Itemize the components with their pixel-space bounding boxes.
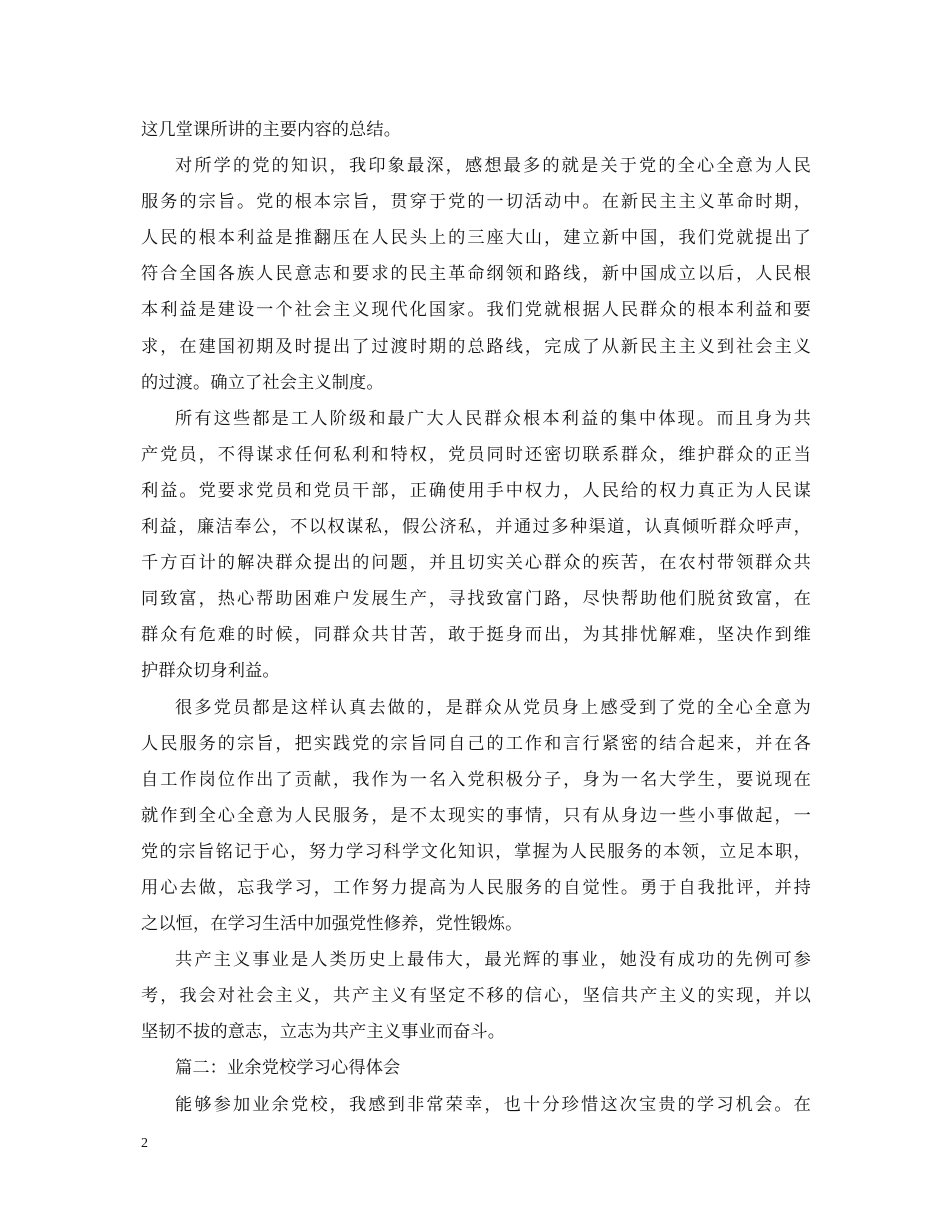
text-line: 产党员，不得谋求任何私利和特权，党员同时还密切联系群众，维护群众的正当 <box>141 444 811 465</box>
text-line: 的过渡。确立了社会主义制度。 <box>141 372 384 393</box>
text-line: 人民的根本利益是推翻压在人民头上的三座大山，建立新中国，我们党就提出了 <box>141 228 811 249</box>
text-line: 党的宗旨铭记于心，努力学习科学文化知识，掌握为人民服务的本领，立足本职， <box>141 841 811 862</box>
text-line: 符合全国各族人民意志和要求的民主革命纲领和路线，新中国成立以后，人民根 <box>141 264 811 285</box>
text-line: 护群众切身利益。 <box>141 661 280 682</box>
text-line: 人民服务的宗旨，把实践党的宗旨同自己的工作和言行紧密的结合起来，并在各 <box>141 733 811 754</box>
text-line: 所有这些都是工人阶级和最广大人民群众根本利益的集中体现。而且身为共 <box>175 408 811 429</box>
text-line: 用心去做，忘我学习，工作努力提高为人民服务的自觉性。勇于自我批评，并持 <box>141 877 811 898</box>
text-line: 利益，廉洁奉公，不以权谋私，假公济私，并通过多种渠道，认真倾听群众呼声， <box>141 517 811 538</box>
text-line: 坚韧不拔的意志，立志为共产主义事业而奋斗。 <box>141 1022 506 1043</box>
text-line: 这几堂课所讲的主要内容的总结。 <box>141 120 402 140</box>
text-line: 共产主义事业是人类历史上最伟大，最光辉的事业，她没有成功的先例可参 <box>175 950 811 971</box>
text-line: 篇二：业余党校学习心得体会 <box>175 1058 401 1079</box>
text-line: 群众有危难的时候，同群众共甘苦，敢于挺身而出，为其排忧解难，坚决作到维 <box>141 625 811 646</box>
text-line: 很多党员都是这样认真去做的，是群众从党员身上感受到了党的全心全意为 <box>175 697 811 718</box>
text-line: 自工作岗位作出了贡献，我作为一名入党积极分子，身为一名大学生，要说现在 <box>141 769 811 790</box>
text-line: 能够参加业余党校，我感到非常荣幸，也十分珍惜这次宝贵的学习机会。在 <box>175 1094 811 1115</box>
text-line: 对所学的党的知识，我印象最深，感想最多的就是关于党的全心全意为人民 <box>175 156 811 177</box>
text-line: 考，我会对社会主义，共产主义有坚定不移的信心，坚信共产主义的实现，并以 <box>141 986 811 1007</box>
text-line: 同致富，热心帮助困难户发展生产，寻找致富门路，尽快帮助他们脱贫致富，在 <box>141 589 811 610</box>
text-line: 利益。党要求党员和党员干部，正确使用手中权力，人民给的权力真正为人民谋 <box>141 480 811 501</box>
page-number: 2 <box>141 1136 148 1151</box>
document-body <box>141 112 811 1123</box>
text-line: 千方百计的解决群众提出的问题，并且切实关心群众的疾苦，在农村带领群众共 <box>141 553 811 574</box>
text-line: 就作到全心全意为人民服务，是不太现实的事情，只有从身边一些小事做起，一 <box>141 805 811 826</box>
text-line: 本利益是建设一个社会主义现代化国家。我们党就根据人民群众的根本利益和要 <box>141 300 811 321</box>
text-line: 服务的宗旨。党的根本宗旨，贯穿于党的一切活动中。在新民主主义革命时期， <box>141 192 811 213</box>
text-line: 之以恒，在学习生活中加强党性修养，党性锻炼。 <box>141 914 523 935</box>
text-line: 求，在建国初期及时提出了过渡时期的总路线，完成了从新民主主义到社会主义 <box>141 336 811 357</box>
